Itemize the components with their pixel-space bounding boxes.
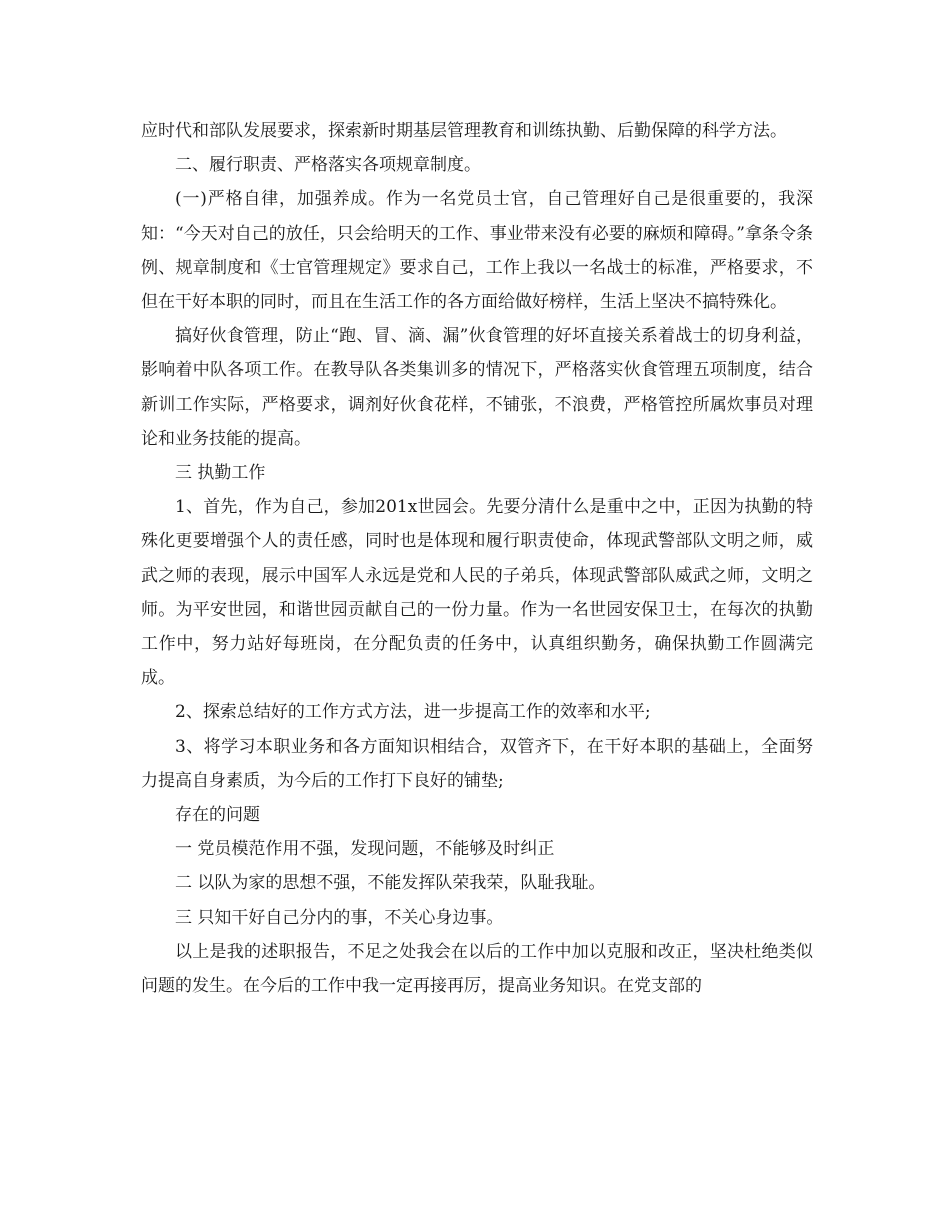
list-item: 二 以队为家的思想不强，不能发挥队荣我荣，队耻我耻。 [175,873,606,894]
paragraph: 2、探索总结好的工作方式方法，进一步提高工作的效率和水平; [175,702,651,723]
list-item: 一 党员模范作用不强，发现问题，不能够及时纠正 [175,839,555,860]
paragraph: 应时代和部队发展要求，探索新时期基层管理教育和训练执勤、后勤保障的科学方法。 [141,121,787,141]
section-heading: 存在的问题 [175,805,260,826]
section-heading: 三 执勤工作 [175,463,266,484]
paragraph: 搞好伙食管理，防止“跑、冒、滴、漏”伙食管理的好坏直接关系着战士的切身利益，影响着中队各项工作。在教导队各类集训多的情况下，严格落实伙食管理五项制度，结合新训工作实际，严格要求，调剂好伙食花样，不铺张，不浪费，严格管控所属炊事员对理论和业务技能的提高。 [141,326,813,449]
paragraph: 3、将学习本职业务和各方面知识相结合，双管齐下，在干好本职的基础上，全面努力提高自身素质，为今后的工作打下良好的铺垫; [141,736,813,791]
paragraph: 1、首先，作为自己，参加201x世园会。先要分清什么是重中之中，正因为执勤的特殊化更要增强个人的责任感，同时也是体现和履行职责使命，体现武警部队文明之师，威武之师的表现，展示中国军人永远是党和人民的子弟兵，体现武警部队威武之师，文明之师。为平安世园，和谐世园贡献自己的一份力量。作为一名世园安保卫士，在每次的执勤工作中，努力站好每班岗，在分配负责的任务中，认真组织勤务，确保执勤工作圆满完成。 [141,497,813,689]
document-body [141,114,813,1003]
paragraph: 以上是我的述职报告，不足之处我会在以后的工作中加以克服和改正，坚决杜绝类似问题的发生。在今后的工作中我一定再接再厉，提高业务知识。在党支部的 [141,941,813,997]
list-item: 三 只知干好自己分内的事，不关心身边事。 [175,907,504,928]
section-heading: 二、履行职责、严格落实各项规章制度。 [175,155,481,176]
paragraph: (一)严格自律，加强养成。作为一名党员士官，自己管理好自己是很重要的，我深知：“今天对自己的放任，只会给明天的工作、事业带来没有必要的麻烦和障碍。”拿条令条例、规章制度和《士官管理规定》要求自己，工作上我以一名战士的标准，严格要求，不但在干好本职的同时，而且在生活工作的各方面给做好榜样，生活上坚决不搞特殊化。 [141,189,813,313]
